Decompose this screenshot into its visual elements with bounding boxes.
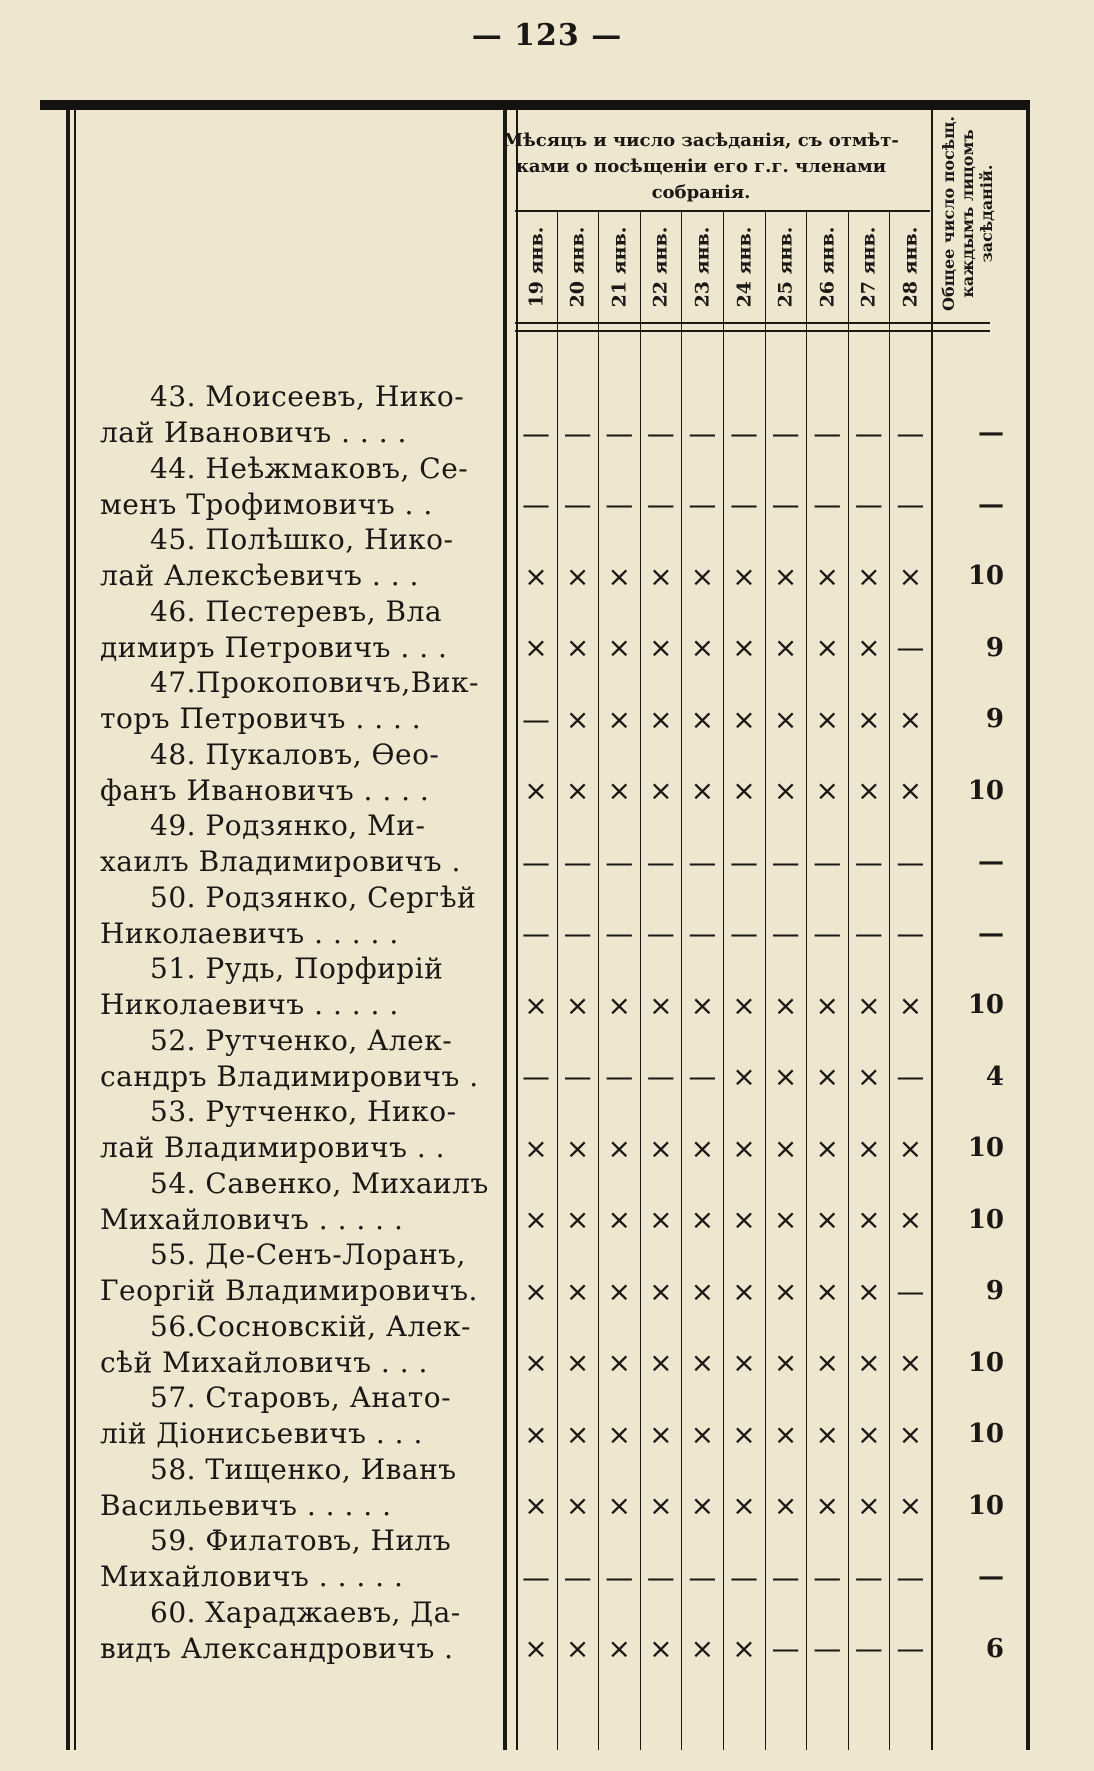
- attendance-mark: ×: [524, 1346, 548, 1379]
- attendance-mark: ×: [857, 1489, 881, 1522]
- attendance-mark: ×: [649, 774, 673, 807]
- table-row: [0, 809, 1094, 881]
- attendance-mark: ×: [898, 1131, 923, 1165]
- member-name-line2: Михайловичъ . . . . .: [100, 1560, 404, 1593]
- date-header-6: 25 янв.: [774, 226, 797, 308]
- attendance-mark: ×: [815, 1346, 839, 1379]
- attendance-mark: —: [688, 845, 717, 879]
- attendance-mark: ×: [690, 1489, 715, 1522]
- member-name-line1: 54. Савенко, Михаилъ: [150, 1166, 489, 1200]
- attendance-mark: ×: [898, 559, 923, 593]
- header-rule: [515, 322, 990, 324]
- attendance-mark: —: [771, 917, 800, 950]
- table-row: [0, 1596, 1094, 1668]
- table-row: [0, 1524, 1094, 1596]
- attendance-mark: —: [771, 1632, 800, 1665]
- attendance-mark: ×: [690, 631, 715, 664]
- attendance-mark: —: [771, 488, 800, 521]
- attendance-mark: ×: [607, 1274, 631, 1308]
- attendance-mark: ×: [690, 559, 715, 593]
- attendance-mark: —: [896, 631, 925, 664]
- attendance-mark: ×: [524, 1417, 548, 1451]
- attendance-mark: ×: [690, 1346, 715, 1379]
- attendance-mark: ×: [690, 774, 715, 807]
- member-name-line1: 56.Сосновскій, Алек-: [150, 1309, 471, 1343]
- attendance-mark: —: [854, 917, 883, 950]
- attendance-mark: —: [688, 1560, 717, 1594]
- member-name-line2: фанъ Ивановичъ . . . .: [100, 773, 430, 807]
- attendance-mark: —: [563, 1060, 592, 1093]
- attendance-mark: ×: [815, 1060, 839, 1093]
- attendance-mark: —: [896, 917, 925, 950]
- table-row: [0, 1238, 1094, 1310]
- attendance-mark: ×: [857, 631, 881, 664]
- attendance-mark: —: [605, 488, 634, 521]
- attendance-mark: —: [771, 1560, 800, 1594]
- attendance-mark: ×: [732, 1632, 756, 1665]
- member-name-line2: лай Владимировичъ . .: [100, 1131, 446, 1164]
- attendance-mark: —: [522, 488, 550, 521]
- attendance-mark: —: [730, 845, 758, 879]
- member-name-line2: Николаевичъ . . . . .: [100, 988, 399, 1021]
- attendance-mark: ×: [898, 1346, 923, 1379]
- attendance-mark: ×: [773, 1417, 798, 1451]
- member-name-line1: 57. Старовъ, Анато-: [150, 1381, 452, 1414]
- attendance-mark: ×: [732, 1489, 756, 1522]
- attendance-mark: —: [522, 845, 550, 879]
- attendance-mark: —: [563, 416, 592, 450]
- attendance-mark: ×: [857, 1203, 881, 1236]
- attendance-mark: ×: [857, 988, 881, 1022]
- attendance-mark: ×: [565, 702, 590, 736]
- attendance-total: 10: [967, 775, 1004, 806]
- attendance-total: —: [978, 489, 1004, 520]
- date-header-2: 21 янв.: [608, 226, 631, 308]
- attendance-mark: —: [813, 1560, 842, 1594]
- attendance-mark: ×: [607, 1489, 631, 1522]
- attendance-mark: ×: [607, 1632, 631, 1665]
- attendance-total: 10: [967, 1490, 1004, 1521]
- table-row: [0, 380, 1094, 452]
- attendance-mark: ×: [524, 988, 548, 1022]
- attendance-mark: —: [730, 917, 758, 950]
- table-row: [0, 523, 1094, 595]
- top-rule: [40, 100, 1030, 110]
- attendance-mark: ×: [649, 631, 673, 664]
- table-row: [0, 1453, 1094, 1525]
- attendance-total: 9: [985, 1276, 1004, 1306]
- attendance-mark: ×: [732, 1417, 756, 1451]
- member-name-line1: 52. Рутченко, Алек-: [150, 1023, 453, 1057]
- attendance-mark: —: [646, 1060, 675, 1093]
- attendance-mark: ×: [773, 631, 798, 664]
- attendance-total: —: [978, 1562, 1004, 1592]
- attendance-mark: ×: [524, 774, 548, 807]
- member-name-line2: лій Діонисьевичъ . . .: [100, 1417, 423, 1450]
- attendance-mark: —: [563, 917, 592, 950]
- attendance-mark: ×: [607, 1131, 631, 1165]
- attendance-mark: ×: [649, 1417, 673, 1451]
- member-name-line1: 46. Пестеревъ, Вла: [150, 594, 443, 628]
- attendance-mark: ×: [773, 1489, 798, 1522]
- attendance-total: 10: [967, 1133, 1004, 1163]
- attendance-mark: —: [896, 1274, 925, 1308]
- table-row: [0, 738, 1094, 810]
- attendance-mark: ×: [649, 702, 673, 736]
- attendance-mark: ×: [565, 988, 590, 1022]
- table-row: [0, 452, 1094, 524]
- attendance-mark: ×: [649, 1274, 673, 1308]
- attendance-mark: ×: [815, 1131, 839, 1165]
- attendance-mark: —: [854, 845, 883, 879]
- attendance-mark: ×: [857, 559, 881, 593]
- date-header-8: 27 янв.: [857, 226, 880, 308]
- date-header-0: 19 янв.: [525, 226, 548, 308]
- attendance-mark: ×: [565, 774, 590, 807]
- attendance-mark: ×: [565, 1346, 590, 1379]
- attendance-mark: —: [605, 416, 634, 450]
- attendance-mark: ×: [898, 988, 923, 1022]
- table-row: [0, 1167, 1094, 1239]
- attendance-total: —: [978, 418, 1004, 448]
- attendance-mark: ×: [773, 702, 798, 736]
- attendance-mark: ×: [857, 1274, 881, 1308]
- attendance-total: —: [978, 918, 1004, 949]
- member-name-line2: Георгій Владимировичъ.: [100, 1274, 478, 1307]
- attendance-mark: ×: [773, 1346, 798, 1379]
- attendance-mark: ×: [898, 774, 923, 807]
- attendance-mark: —: [896, 845, 925, 879]
- member-name-line2: сѣй Михайловичъ . . .: [100, 1345, 428, 1379]
- member-name-line2: торъ Петровичъ . . . .: [100, 702, 422, 735]
- attendance-mark: ×: [815, 631, 839, 664]
- attendance-total: 10: [967, 1347, 1004, 1378]
- attendance-mark: ×: [773, 1060, 798, 1093]
- attendance-mark: —: [646, 845, 675, 879]
- attendance-total: 10: [967, 561, 1004, 591]
- attendance-mark: ×: [815, 702, 839, 736]
- attendance-mark: ×: [565, 559, 590, 593]
- attendance-mark: —: [896, 1060, 925, 1093]
- member-name-line1: 50. Родзянко, Сергѣй: [150, 880, 477, 914]
- member-name-line1: 44. Неѣжмаковъ, Се-: [150, 451, 469, 485]
- attendance-mark: —: [646, 917, 675, 950]
- attendance-mark: —: [854, 416, 883, 450]
- attendance-mark: ×: [773, 988, 798, 1022]
- attendance-mark: ×: [607, 988, 631, 1022]
- member-name-line2: менъ Трофимовичъ . .: [100, 487, 433, 521]
- attendance-mark: ×: [649, 988, 673, 1022]
- attendance-mark: ×: [815, 1203, 839, 1236]
- member-name-line1: 48. Пукаловъ, Ѳео-: [150, 737, 440, 771]
- table-row: [0, 881, 1094, 953]
- attendance-mark: ×: [773, 774, 798, 807]
- attendance-mark: ×: [898, 1417, 923, 1451]
- attendance-mark: ×: [773, 1131, 798, 1165]
- attendance-mark: ×: [524, 1131, 548, 1165]
- attendance-mark: ×: [524, 1203, 548, 1236]
- attendance-mark: ×: [649, 559, 673, 593]
- attendance-mark: ×: [898, 1203, 923, 1236]
- attendance-mark: ×: [732, 1346, 756, 1379]
- attendance-mark: ×: [565, 1131, 590, 1165]
- attendance-mark: —: [813, 488, 842, 521]
- attendance-mark: ×: [773, 1274, 798, 1308]
- attendance-mark: —: [605, 845, 634, 879]
- attendance-total: 10: [967, 990, 1004, 1020]
- attendance-mark: —: [813, 1632, 842, 1665]
- attendance-mark: ×: [690, 1417, 715, 1451]
- attendance-mark: ×: [732, 559, 756, 593]
- attendance-mark: —: [522, 1060, 550, 1093]
- attendance-mark: ×: [649, 1489, 673, 1522]
- attendance-mark: ×: [732, 1060, 756, 1093]
- attendance-mark: ×: [607, 774, 631, 807]
- attendance-mark: —: [813, 845, 842, 879]
- attendance-mark: —: [522, 702, 550, 736]
- attendance-mark: —: [730, 416, 758, 450]
- member-name-line2: видъ Александровичъ .: [100, 1631, 454, 1665]
- member-name-line1: 45. Полѣшко, Нико-: [150, 523, 454, 556]
- attendance-mark: ×: [857, 702, 881, 736]
- attendance-mark: ×: [565, 1632, 590, 1665]
- member-name-line2: Михайловичъ . . . . .: [100, 1202, 404, 1236]
- attendance-mark: ×: [565, 1203, 590, 1236]
- attendance-mark: ×: [607, 631, 631, 664]
- attendance-mark: ×: [732, 1203, 756, 1236]
- attendance-mark: ×: [524, 1489, 548, 1522]
- attendance-mark: ×: [607, 1346, 631, 1379]
- attendance-mark: —: [688, 1060, 717, 1093]
- attendance-mark: —: [771, 416, 800, 450]
- attendance-mark: —: [605, 917, 634, 950]
- attendance-mark: ×: [732, 631, 756, 664]
- member-name-line2: Николаевичъ . . . . .: [100, 916, 399, 950]
- header-rule-double: [515, 330, 990, 332]
- attendance-mark: ×: [732, 1131, 756, 1165]
- attendance-mark: ×: [565, 1274, 590, 1308]
- member-name-line1: 60. Хараджаевъ, Да-: [150, 1595, 461, 1629]
- attendance-mark: ×: [857, 1131, 881, 1165]
- attendance-mark: —: [563, 1560, 592, 1594]
- attendance-mark: ×: [690, 1131, 715, 1165]
- attendance-mark: ×: [524, 559, 548, 593]
- member-name-line1: 43. Моисеевъ, Нико-: [150, 380, 465, 413]
- table-row: [0, 952, 1094, 1024]
- member-name-line1: 58. Тищенко, Иванъ: [150, 1452, 457, 1486]
- member-name-line1: 55. Де-Сенъ-Лоранъ,: [150, 1238, 466, 1271]
- attendance-mark: —: [896, 488, 925, 521]
- attendance-mark: ×: [607, 702, 631, 736]
- date-header-9: 28 янв.: [899, 226, 922, 308]
- attendance-total: —: [978, 847, 1004, 877]
- table-row: [0, 1381, 1094, 1453]
- attendance-mark: ×: [565, 631, 590, 664]
- attendance-total: 10: [967, 1204, 1004, 1235]
- attendance-mark: —: [730, 488, 758, 521]
- page-number: — 123 —: [471, 18, 623, 53]
- attendance-mark: ×: [732, 1274, 756, 1308]
- attendance-mark: —: [896, 1560, 925, 1594]
- table-row: [0, 1095, 1094, 1167]
- date-header-1: 20 янв.: [566, 226, 589, 308]
- attendance-mark: —: [813, 917, 842, 950]
- attendance-mark: ×: [524, 1274, 548, 1308]
- attendance-mark: —: [522, 416, 550, 450]
- attendance-mark: ×: [649, 1203, 673, 1236]
- attendance-mark: ×: [815, 1489, 839, 1522]
- table-row: [0, 666, 1094, 738]
- attendance-mark: ×: [815, 1274, 839, 1308]
- attendance-mark: —: [730, 1560, 758, 1594]
- attendance-total: 6: [985, 1633, 1004, 1664]
- attendance-mark: ×: [690, 702, 715, 736]
- attendance-mark: ×: [690, 1632, 715, 1665]
- attendance-mark: —: [854, 1632, 883, 1665]
- attendance-mark: ×: [773, 1203, 798, 1236]
- attendance-mark: ×: [773, 559, 798, 593]
- attendance-mark: —: [646, 488, 675, 521]
- member-name-line1: 53. Рутченко, Нико-: [150, 1095, 457, 1128]
- attendance-total: 10: [967, 1419, 1004, 1449]
- member-name-line1: 47.Прокоповичъ,Вик-: [150, 666, 479, 699]
- attendance-mark: —: [646, 416, 675, 450]
- attendance-mark: ×: [732, 702, 756, 736]
- attendance-mark: ×: [690, 1274, 715, 1308]
- attendance-mark: —: [563, 845, 592, 879]
- member-name-line1: 59. Филатовъ, Нилъ: [150, 1524, 452, 1557]
- attendance-mark: —: [522, 917, 550, 950]
- attendance-mark: —: [896, 416, 925, 450]
- attendance-mark: —: [771, 845, 800, 879]
- attendance-total: 9: [985, 632, 1004, 663]
- member-name-line2: димиръ Петровичъ . . .: [100, 630, 448, 664]
- attendance-mark: —: [688, 416, 717, 450]
- attendance-mark: —: [605, 1060, 634, 1093]
- member-name-line1: 49. Родзянко, Ми-: [150, 809, 426, 842]
- attendance-mark: —: [605, 1560, 634, 1594]
- attendance-mark: ×: [607, 1203, 631, 1236]
- attendance-mark: ×: [857, 774, 881, 807]
- date-header-3: 22 янв.: [649, 226, 672, 308]
- attendance-mark: ×: [732, 988, 756, 1022]
- total-header: Общее число посѣщ. каждымъ лицомъ засѣданій.: [938, 115, 996, 311]
- attendance-mark: —: [522, 1560, 550, 1594]
- date-header-4: 23 янв.: [691, 226, 714, 308]
- attendance-total: 9: [985, 704, 1004, 734]
- attendance-mark: ×: [607, 1417, 631, 1451]
- attendance-mark: —: [854, 488, 883, 521]
- attendance-mark: ×: [649, 1346, 673, 1379]
- attendance-mark: ×: [565, 1489, 590, 1522]
- date-header-5: 24 янв.: [733, 226, 756, 308]
- attendance-mark: ×: [857, 1346, 881, 1379]
- attendance-mark: —: [563, 488, 592, 521]
- attendance-mark: ×: [649, 1632, 673, 1665]
- attendance-mark: ×: [524, 1632, 548, 1665]
- attendance-mark: ×: [607, 559, 631, 593]
- member-name-line2: Васильевичъ . . . . .: [100, 1488, 392, 1522]
- attendance-mark: —: [646, 1560, 675, 1594]
- attendance-mark: —: [688, 917, 717, 950]
- attendance-mark: —: [688, 488, 717, 521]
- table-row: [0, 595, 1094, 667]
- attendance-mark: ×: [649, 1131, 673, 1165]
- member-name-line2: хаилъ Владимировичъ .: [100, 845, 461, 878]
- table-row: [0, 1310, 1094, 1382]
- attendance-mark: ×: [690, 1203, 715, 1236]
- attendance-mark: ×: [857, 1060, 881, 1093]
- member-name-line2: лай Ивановичъ . . . .: [100, 416, 407, 449]
- table-row: [0, 1024, 1094, 1096]
- attendance-mark: ×: [565, 1417, 590, 1451]
- attendance-mark: ×: [898, 702, 923, 736]
- attendance-mark: ×: [815, 774, 839, 807]
- attendance-mark: ×: [815, 1417, 839, 1451]
- attendance-mark: ×: [732, 774, 756, 807]
- attendance-mark: —: [854, 1560, 883, 1594]
- attendance-mark: ×: [815, 559, 839, 593]
- member-name-line1: 51. Рудь, Порфирій: [150, 952, 444, 985]
- date-header-7: 26 янв.: [816, 226, 839, 308]
- attendance-mark: ×: [815, 988, 839, 1022]
- member-name-line2: лай Алексѣевичъ . . .: [100, 559, 419, 592]
- attendance-total: 4: [985, 1061, 1004, 1092]
- attendance-mark: ×: [690, 988, 715, 1022]
- member-name-line2: сандръ Владимировичъ .: [100, 1059, 479, 1093]
- month-header: Мѣсяцъ и число засѣданія, съ отмѣт- ками о посѣщеніи его г.г. членами собранія.: [503, 130, 899, 203]
- attendance-mark: —: [813, 416, 842, 450]
- attendance-mark: ×: [857, 1417, 881, 1451]
- attendance-mark: ×: [898, 1489, 923, 1522]
- attendance-mark: ×: [524, 631, 548, 664]
- attendance-mark: —: [896, 1632, 925, 1665]
